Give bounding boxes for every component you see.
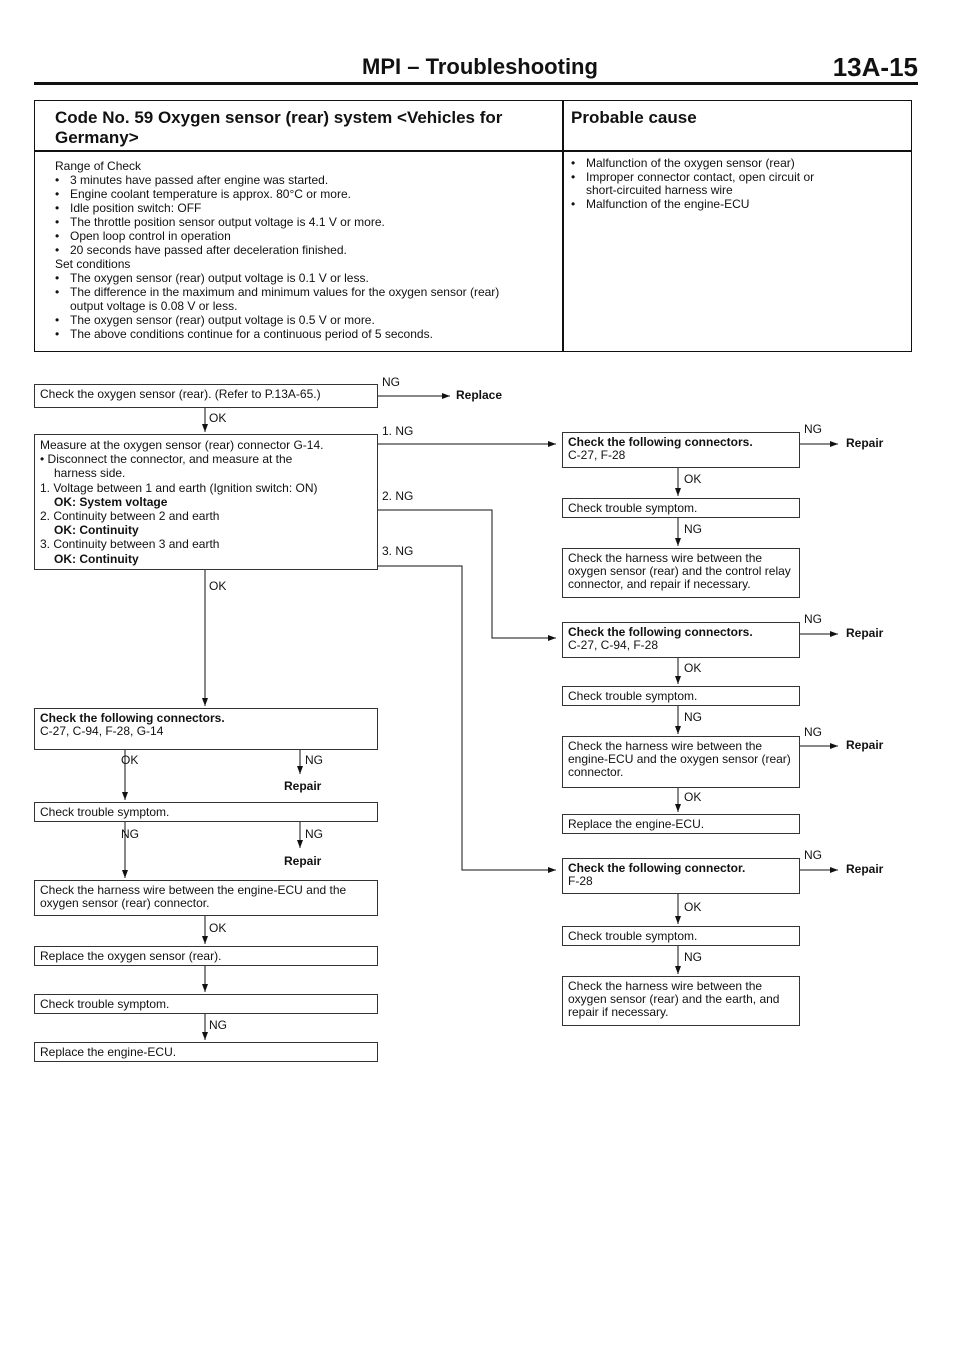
replace-sensor-box bbox=[34, 946, 378, 966]
ng-label: NG bbox=[382, 375, 400, 389]
ng1-label: 1. NG bbox=[382, 424, 414, 438]
harness-left-text: Check the harness wire between the engine-ECU and the oxygen sensor (rear) connector. bbox=[40, 883, 347, 910]
set-item: • The oxygen sensor (rear) output voltage is 0.1 V or less. bbox=[55, 271, 560, 285]
ng-label: NG bbox=[804, 422, 822, 436]
measure-line: OK: Continuity bbox=[54, 551, 139, 566]
replace-ecu-text: Replace the engine-ECU. bbox=[40, 1045, 177, 1059]
trouble-symptom-box bbox=[34, 802, 378, 822]
trouble-symptom-text: Check trouble symptom. bbox=[568, 501, 698, 515]
set-item: • The above conditions continue for a continuous period of 5 seconds. bbox=[55, 327, 560, 341]
check-connectors-a-box bbox=[562, 432, 800, 468]
ok-label: OK bbox=[209, 411, 227, 425]
trouble-symptom-box bbox=[562, 926, 800, 946]
replace-label: Replace bbox=[456, 388, 503, 402]
ng3-label: 3. NG bbox=[382, 544, 414, 558]
cause-item: • Improper connector contact, open circuit or bbox=[571, 171, 906, 185]
ng-label: NG bbox=[121, 827, 139, 841]
range-item: • Idle position switch: OFF bbox=[55, 201, 560, 215]
repair-label: Repair bbox=[284, 779, 322, 793]
range-label: Range of Check bbox=[55, 159, 142, 173]
trouble-symptom-text: Check trouble symptom. bbox=[40, 805, 170, 819]
harness-control-box bbox=[562, 548, 800, 598]
range-item: • Open loop control in operation bbox=[55, 229, 560, 243]
code-heading: Code No. 59 Oxygen sensor (rear) system <Vehicles for Germany> bbox=[55, 108, 503, 147]
range-item: • 3 minutes have passed after engine was started. bbox=[55, 173, 560, 187]
harness-control-text: Check the harness wire between the oxygen sensor (rear) and the control relay connector, and repair if necessary. bbox=[568, 551, 791, 591]
cause-item-continued: short-circuited harness wire bbox=[586, 183, 733, 197]
page-number: 13A-15 bbox=[832, 52, 918, 82]
trouble-symptom-box bbox=[562, 686, 800, 706]
harness-ecu-sensor-text: Check the harness wire between the engine-ECU and the oxygen sensor (rear) connector. bbox=[568, 739, 791, 779]
ok-label: OK bbox=[684, 900, 702, 914]
measure-line: 2. Continuity between 2 and earth bbox=[40, 509, 220, 524]
check-connector-title: Check the following connector. bbox=[568, 861, 746, 875]
range-item: • 20 seconds have passed after deceleration finished. bbox=[55, 243, 560, 257]
measure-box bbox=[34, 434, 378, 570]
replace-sensor-text: Replace the oxygen sensor (rear). bbox=[40, 949, 222, 963]
trouble-symptom-box bbox=[562, 498, 800, 518]
trouble-symptom-box bbox=[34, 994, 378, 1014]
repair-label: Repair bbox=[846, 436, 884, 450]
check-connectors-b-box bbox=[562, 622, 800, 658]
replace-ecu-text: Replace the engine-ECU. bbox=[568, 817, 705, 831]
range-item: • The throttle position sensor output voltage is 4.1 V or more. bbox=[55, 215, 560, 229]
probable-cause-heading: Probable cause bbox=[571, 108, 697, 127]
check-sensor-box bbox=[34, 384, 378, 408]
check-connectors-title: Check the following connectors. bbox=[568, 625, 753, 639]
repair-label: Repair bbox=[846, 738, 884, 752]
measure-line: Measure at the oxygen sensor (rear) connector G-14. bbox=[40, 438, 324, 452]
connector-list: C-27, F-28 bbox=[568, 448, 626, 462]
check-sensor-text: Check the oxygen sensor (rear). (Refer to P.13A-65.) bbox=[40, 387, 321, 401]
repair-label: Repair bbox=[284, 854, 322, 868]
set-item: • The difference in the maximum and minimum values for the oxygen sensor (rear) bbox=[55, 285, 560, 299]
cause-item: • Malfunction of the engine-ECU bbox=[571, 198, 906, 212]
ok-label: OK bbox=[684, 661, 702, 675]
replace-ecu-box bbox=[562, 814, 800, 834]
measure-line: 3. Continuity between 3 and earth bbox=[40, 537, 220, 552]
ok-label: OK bbox=[209, 579, 227, 593]
ng-label: NG bbox=[209, 1018, 227, 1032]
check-connectors-left-box bbox=[34, 708, 378, 750]
page-title: MPI – Troubleshooting bbox=[362, 54, 598, 79]
harness-left-box bbox=[34, 880, 378, 916]
harness-earth-text: Check the harness wire between the oxygen sensor (rear) and the earth, and repair if necessary. bbox=[568, 979, 780, 1019]
cause-item: • Malfunction of the oxygen sensor (rear) bbox=[571, 157, 906, 171]
ok-label: OK bbox=[684, 472, 702, 486]
check-connectors-title: Check the following connectors. bbox=[40, 711, 225, 725]
ng-label: NG bbox=[684, 950, 702, 964]
set-item: • The oxygen sensor (rear) output voltage is 0.5 V or more. bbox=[55, 313, 560, 327]
ng-label: NG bbox=[804, 725, 822, 739]
ok-label: OK bbox=[209, 921, 227, 935]
trouble-symptom-text: Check trouble symptom. bbox=[568, 929, 698, 943]
measure-line: harness side. bbox=[54, 466, 126, 481]
ng2-label: 2. NG bbox=[382, 489, 414, 503]
measure-line: OK: System voltage bbox=[54, 494, 168, 509]
trouble-symptom-text: Check trouble symptom. bbox=[40, 997, 170, 1011]
check-connector-c-box bbox=[562, 858, 800, 894]
ng-label: NG bbox=[684, 710, 702, 724]
connector-list: F-28 bbox=[568, 874, 593, 888]
connector-list: C-27, C-94, F-28, G-14 bbox=[40, 724, 164, 738]
ng-label: NG bbox=[684, 522, 702, 536]
measure-line: 1. Voltage between 1 and earth (Ignition switch: ON) bbox=[40, 480, 318, 495]
harness-earth-box bbox=[562, 976, 800, 1026]
measure-line: OK: Continuity bbox=[54, 523, 139, 538]
repair-label: Repair bbox=[846, 626, 884, 640]
ng-label: NG bbox=[305, 753, 323, 767]
harness-ecu-sensor-box bbox=[562, 736, 800, 788]
trouble-symptom-text: Check trouble symptom. bbox=[568, 689, 698, 703]
range-item: • Engine coolant temperature is approx. 80°C or more. bbox=[55, 187, 560, 201]
measure-line: • Disconnect the connector, and measure at the bbox=[40, 452, 293, 467]
set-label: Set conditions bbox=[55, 257, 131, 271]
ng-label: NG bbox=[305, 827, 323, 841]
ok-label: OK bbox=[121, 753, 139, 767]
set-item-continued: output voltage is 0.08 V or less. bbox=[70, 299, 238, 313]
ng-label: NG bbox=[804, 612, 822, 626]
replace-ecu-box bbox=[34, 1042, 378, 1062]
repair-label: Repair bbox=[846, 862, 884, 876]
check-connectors-title: Check the following connectors. bbox=[568, 435, 753, 449]
ok-label: OK bbox=[684, 790, 702, 804]
ng-label: NG bbox=[804, 848, 822, 862]
connector-list: C-27, C-94, F-28 bbox=[568, 638, 659, 652]
